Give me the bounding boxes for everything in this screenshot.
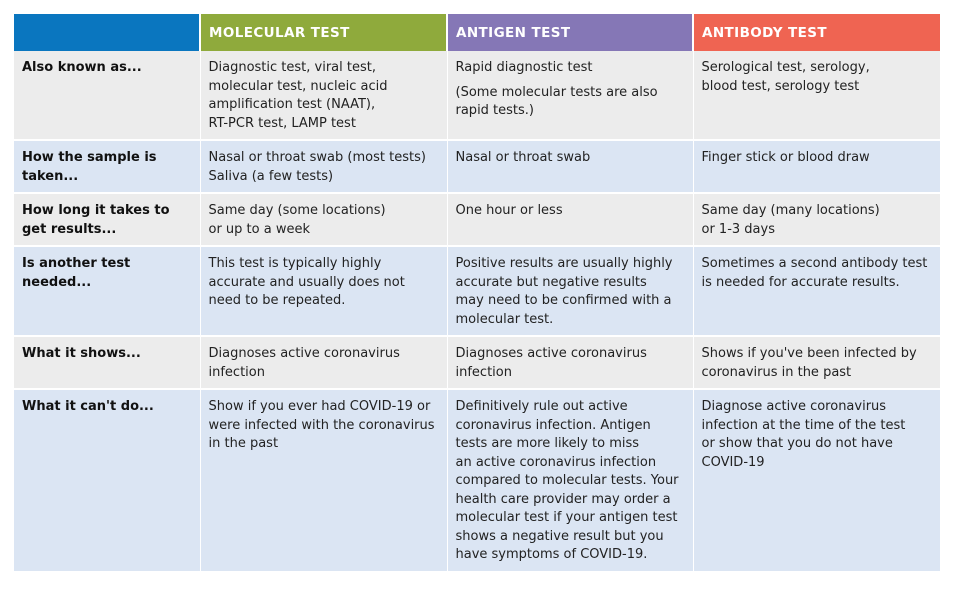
cell-text-line: in the past	[208, 436, 279, 451]
cell-text-line: Rapid diagnostic test	[455, 60, 593, 75]
cell-text-line: or up to a week	[208, 221, 310, 237]
cell-antibody	[693, 389, 940, 572]
cell-antigen	[447, 193, 693, 246]
cell-text-line: molecular test, nucleic acid	[208, 78, 388, 94]
cell-text-line: Serological test, serology,	[701, 60, 870, 75]
row-label-line: How the sample is	[22, 150, 157, 165]
row-label	[14, 140, 200, 193]
cell-text-line: Diagnoses active coronavirus	[455, 346, 647, 361]
row-label-line: taken...	[22, 168, 79, 184]
table-row	[14, 193, 940, 246]
cell-text-line: coronavirus infection. Antigen	[455, 417, 651, 433]
table-row	[14, 389, 940, 572]
row-label-line: What it shows...	[22, 346, 141, 361]
cell-text-line: need to be repeated.	[208, 293, 346, 308]
cell-antigen	[447, 336, 693, 389]
cell-antigen	[447, 246, 693, 336]
cell-note-line: (Some molecular tests are also	[455, 84, 658, 100]
cell-antigen	[447, 51, 693, 140]
cell-text-line: amplification test (NAAT),	[208, 97, 376, 112]
row-label	[14, 193, 200, 246]
cell-text-line: Diagnose active coronavirus	[701, 399, 887, 414]
table-row	[14, 51, 940, 140]
cell-text-line: have symptoms of COVID-19.	[455, 547, 648, 562]
cell-text-line: is needed for accurate results.	[701, 274, 900, 290]
cell-antibody	[693, 140, 940, 193]
cell-text-line: Shows if you've been infected by	[701, 346, 917, 361]
cell-text-line: Nasal or throat swab	[455, 150, 591, 165]
table-row	[14, 336, 940, 389]
cell-text-line: Same day (some locations)	[208, 203, 386, 218]
cell-text-line: may need to be confirmed with a	[455, 293, 672, 308]
cell-text-line: accurate and usually does not	[208, 274, 405, 290]
cell-molecular	[200, 140, 447, 193]
cell-text-line: One hour or less	[455, 203, 563, 218]
cell-text-line: health care provider may order a	[455, 491, 671, 507]
cell-molecular	[200, 246, 447, 336]
cell-molecular	[200, 51, 447, 140]
header-molecular-test: MOLECULAR TEST	[200, 14, 447, 51]
cell-text-line: Definitively rule out active	[455, 399, 628, 414]
cell-molecular	[200, 193, 447, 246]
row-label-line: How long it takes to	[22, 203, 170, 218]
table-row	[14, 246, 940, 336]
cell-text-line: infection	[208, 364, 265, 380]
cell-text-line: were infected with the coronavirus	[208, 417, 435, 433]
cell-text-line: or 1-3 days	[701, 221, 775, 237]
header-corner	[14, 14, 200, 51]
cell-text-line: Same day (many locations)	[701, 203, 880, 218]
cell-molecular	[200, 336, 447, 389]
cell-text-line: Nasal or throat swab (most tests)	[208, 150, 426, 165]
cell-antibody	[693, 51, 940, 140]
cell-text-line: Sometimes a second antibody test	[701, 256, 928, 271]
row-label	[14, 389, 200, 572]
cell-text-line: blood test, serology test	[701, 78, 860, 94]
cell-antigen	[447, 140, 693, 193]
cell-text-line: molecular test.	[455, 311, 554, 327]
cell-antibody	[693, 246, 940, 336]
cell-text-line: RT-PCR test, LAMP test	[208, 115, 356, 131]
table-row	[14, 140, 940, 193]
cell-text-line: infection at the time of the test	[701, 417, 906, 433]
cell-text-line: COVID-19	[701, 454, 765, 470]
cell-text-line: coronavirus in the past	[701, 364, 852, 380]
cell-text-line: Positive results are usually highly	[455, 256, 673, 271]
cell-text-line: Diagnostic test, viral test,	[208, 60, 376, 75]
cell-antigen	[447, 389, 693, 572]
header-row	[14, 14, 940, 51]
row-label-line: Also known as...	[22, 60, 142, 75]
cell-text-line: infection	[455, 364, 512, 380]
cell-antibody	[693, 193, 940, 246]
row-label	[14, 51, 200, 140]
row-label-line: Is another test needed...	[22, 256, 131, 290]
cell-text-line: compared to molecular tests. Your	[455, 473, 679, 488]
covid-test-comparison-table	[14, 14, 940, 573]
cell-antibody	[693, 336, 940, 389]
cell-text-line: tests are more likely to miss	[455, 436, 640, 451]
row-label	[14, 336, 200, 389]
cell-text-line: an active coronavirus infection	[455, 454, 657, 470]
cell-text-line: Finger stick or blood draw	[701, 150, 870, 165]
row-label	[14, 246, 200, 336]
cell-note-line: rapid tests.)	[455, 103, 535, 118]
row-label-line: What it can't do...	[22, 399, 154, 414]
cell-text-line: or show that you do not have	[701, 436, 893, 451]
cell-text-line: Diagnoses active coronavirus	[208, 346, 400, 361]
header-antibody-test: ANTIBODY TEST	[693, 14, 940, 51]
header-antigen-test: ANTIGEN TEST	[447, 14, 693, 51]
cell-text-line: This test is typically highly	[208, 256, 382, 271]
cell-text-line: accurate but negative results	[455, 274, 647, 290]
cell-text-line: Saliva (a few tests)	[208, 168, 334, 184]
cell-text-line: Show if you ever had COVID-19 or	[208, 399, 431, 414]
cell-text-line: shows a negative result but you	[455, 528, 664, 544]
row-label-line: get results...	[22, 221, 117, 237]
table-body	[14, 51, 940, 572]
cell-molecular	[200, 389, 447, 572]
cell-text-line: molecular test if your antigen test	[455, 510, 678, 525]
